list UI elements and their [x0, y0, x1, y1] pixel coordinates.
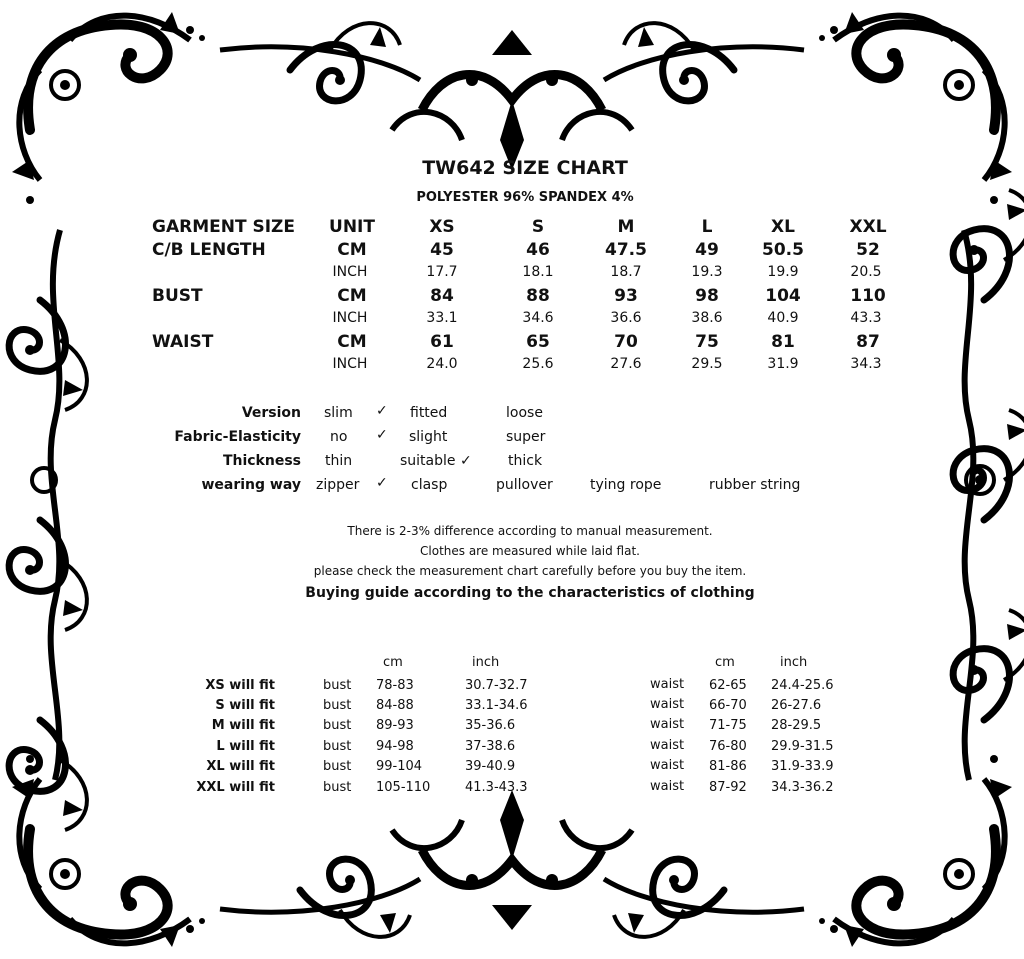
unit-cm: CM — [337, 286, 367, 306]
bust-inch-range: 39-40.9 — [465, 759, 516, 774]
table-cell: 47.5 — [605, 240, 647, 260]
table-cell: 93 — [614, 286, 638, 306]
waist-cm-range: 81-86 — [709, 759, 747, 774]
attribute-option: no — [330, 429, 348, 445]
waist-inch-range: 28-29.5 — [771, 718, 822, 733]
attribute-option: thin — [325, 453, 353, 469]
attribute-option: super — [506, 429, 546, 445]
table-cell: 110 — [850, 286, 886, 306]
table-cell: 43.3 — [850, 310, 882, 326]
attribute-label-thickness: Thickness — [222, 453, 301, 469]
note-laid-flat: Clothes are measured while laid flat. — [420, 544, 640, 558]
attribute-label-fabric-elasticity: Fabric-Elasticity — [174, 429, 301, 445]
unit-cm: CM — [337, 240, 367, 260]
table-cell: 50.5 — [762, 240, 804, 260]
size-header-xs: XS — [429, 217, 455, 237]
table-cell: 34.6 — [522, 310, 554, 326]
unit-inch: INCH — [332, 356, 368, 372]
page-title: TW642 SIZE CHART — [422, 157, 628, 179]
attribute-label-wearing-way: wearing way — [201, 477, 301, 493]
attribute-option: thick — [508, 453, 543, 469]
table-cell: 65 — [526, 332, 550, 352]
bust-inch-range: 30.7-32.7 — [465, 678, 528, 693]
table-cell: 19.3 — [691, 264, 723, 280]
waist-inch-range: 34.3-36.2 — [771, 780, 834, 795]
material-composition: POLYESTER 96% SPANDEX 4% — [416, 190, 634, 205]
table-cell: 49 — [695, 240, 719, 260]
table-cell: 45 — [430, 240, 454, 260]
table-cell: 38.6 — [691, 310, 723, 326]
attribute-option: rubber string — [709, 477, 801, 493]
check-icon: ✓ — [376, 475, 388, 491]
table-cell: 19.9 — [767, 264, 799, 280]
buying-guide-title: Buying guide according to the characteristics of clothing — [305, 585, 755, 601]
attribute-option: suitable ✓ — [400, 453, 472, 469]
waist-label: waist — [650, 779, 685, 794]
table-cell: 84 — [430, 286, 454, 306]
attribute-option: slight — [409, 429, 448, 445]
table-cell: 24.0 — [426, 356, 458, 372]
attribute-option: tying rope — [590, 477, 662, 493]
bust-cm-range: 84-88 — [376, 698, 414, 713]
waist-label: waist — [650, 697, 685, 712]
waist-cm-range: 76-80 — [709, 739, 747, 754]
table-cell: 36.6 — [610, 310, 642, 326]
size-header-l: L — [701, 217, 713, 237]
size-header-xl: XL — [771, 217, 795, 237]
bust-label: bust — [323, 718, 352, 733]
waist-inch-range: 29.9-31.5 — [771, 739, 834, 754]
table-cell: 98 — [695, 286, 719, 306]
waist-cm-range: 87-92 — [709, 780, 747, 795]
waist-inch-range: 26-27.6 — [771, 698, 822, 713]
measurement-label-bust: BUST — [152, 286, 203, 306]
table-cell: 104 — [765, 286, 801, 306]
waist-cm-range: 71-75 — [709, 718, 747, 733]
table-cell: 31.9 — [767, 356, 799, 372]
fit-size-label: L will fit — [216, 739, 275, 754]
fit-size-label: XS will fit — [205, 678, 275, 693]
bust-inch-range: 33.1-34.6 — [465, 698, 528, 713]
attribute-option: pullover — [496, 477, 553, 493]
attribute-option: clasp — [411, 477, 448, 493]
attribute-label-version: Version — [241, 405, 301, 421]
waist-cm-range: 62-65 — [709, 678, 747, 693]
table-cell: 70 — [614, 332, 638, 352]
waist-label: waist — [650, 738, 685, 753]
waist-label: waist — [650, 758, 685, 773]
waist-label: waist — [650, 677, 685, 692]
bust-cm-range: 94-98 — [376, 739, 414, 754]
attribute-option: zipper — [316, 477, 360, 493]
attribute-option: fitted — [410, 405, 448, 421]
check-icon: ✓ — [376, 427, 388, 443]
bust-cm-header: cm — [383, 655, 403, 670]
fit-size-label: XXL will fit — [196, 780, 275, 795]
bust-label: bust — [323, 759, 352, 774]
table-cell: 27.6 — [610, 356, 642, 372]
garment-size-header: GARMENT SIZE — [152, 217, 295, 237]
table-cell: 40.9 — [767, 310, 799, 326]
bust-inch-range: 41.3-43.3 — [465, 780, 528, 795]
table-cell: 75 — [695, 332, 719, 352]
attribute-option: loose — [506, 405, 543, 421]
waist-inch-range: 31.9-33.9 — [771, 759, 834, 774]
table-cell: 46 — [526, 240, 550, 260]
size-header-m: M — [617, 217, 635, 237]
unit-cm: CM — [337, 332, 367, 352]
waist-inch-range: 24.4-25.6 — [771, 678, 834, 693]
table-cell: 25.6 — [522, 356, 554, 372]
table-cell: 81 — [771, 332, 795, 352]
table-cell: 34.3 — [850, 356, 882, 372]
measurement-label-cb-length: C/B LENGTH — [152, 240, 266, 260]
bust-inch-range: 37-38.6 — [465, 739, 516, 754]
table-cell: 20.5 — [850, 264, 882, 280]
table-cell: 52 — [856, 240, 880, 260]
table-cell: 17.7 — [426, 264, 458, 280]
bust-inch-range: 35-36.6 — [465, 718, 516, 733]
waist-label: waist — [650, 717, 685, 732]
unit-header: UNIT — [329, 217, 375, 237]
measurement-label-waist: WAIST — [152, 332, 214, 352]
note-measurement-difference: There is 2-3% difference according to manual measurement. — [347, 524, 713, 538]
fit-size-label: XL will fit — [206, 759, 275, 774]
attribute-option: slim — [324, 405, 353, 421]
unit-inch: INCH — [332, 310, 368, 326]
waist-cm-range: 66-70 — [709, 698, 747, 713]
table-cell: 18.7 — [610, 264, 642, 280]
bust-cm-range: 89-93 — [376, 718, 414, 733]
size-header-xxl: XXL — [849, 217, 887, 237]
unit-inch: INCH — [332, 264, 368, 280]
bust-inch-header: inch — [472, 655, 500, 670]
table-cell: 87 — [856, 332, 880, 352]
bust-cm-range: 99-104 — [376, 759, 423, 774]
bust-cm-range: 105-110 — [376, 780, 431, 795]
size-header-s: S — [531, 217, 545, 237]
table-cell: 33.1 — [426, 310, 458, 326]
bust-cm-range: 78-83 — [376, 678, 414, 693]
fit-size-label: S will fit — [215, 698, 275, 713]
fit-size-label: M will fit — [211, 718, 275, 733]
table-cell: 61 — [430, 332, 454, 352]
waist-inch-header: inch — [780, 655, 808, 670]
check-icon: ✓ — [376, 403, 388, 419]
table-cell: 29.5 — [691, 356, 723, 372]
waist-cm-header: cm — [715, 655, 735, 670]
table-cell: 18.1 — [522, 264, 554, 280]
note-check-chart: please check the measurement chart carefully before you buy the item. — [313, 564, 747, 578]
bust-label: bust — [323, 698, 352, 713]
table-cell: 88 — [526, 286, 550, 306]
bust-label: bust — [323, 678, 352, 693]
bust-label: bust — [323, 739, 352, 754]
bust-label: bust — [323, 780, 352, 795]
